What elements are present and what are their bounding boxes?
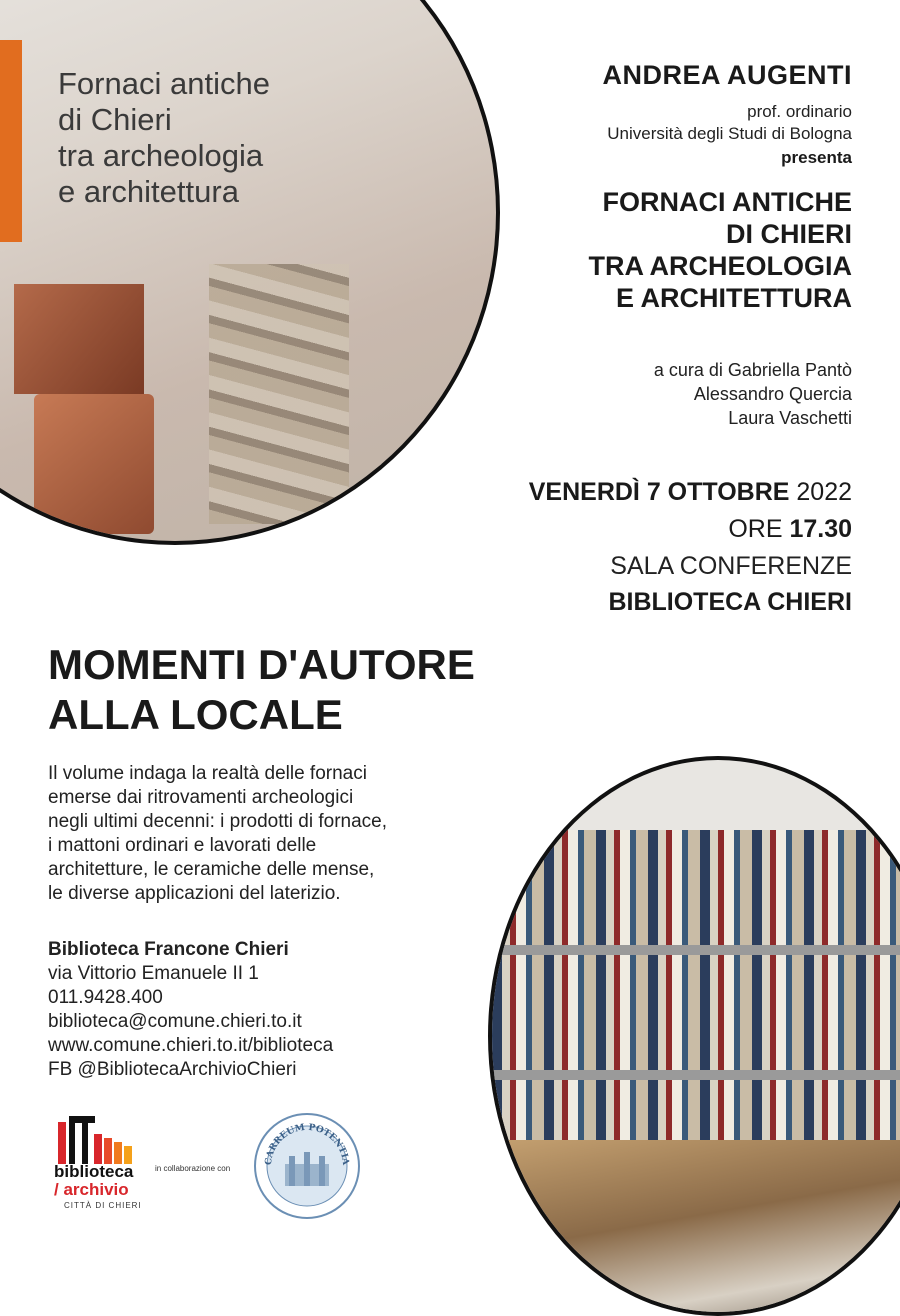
facebook-link[interactable]: FB @BibliotecaArchivioChieri [48,1059,297,1080]
shelf-board [492,1070,900,1080]
logo-text: / archivio [54,1180,129,1199]
cover-title-line: tra archeologia [58,138,264,173]
role-line: Università degli Studi di Bologna [607,124,852,143]
description-line: i mattoni ordinari e lavorati delle [48,835,317,856]
library-logo-icon [58,1112,138,1164]
event-year: 2022 [789,478,852,506]
presents-label: presenta [781,148,852,167]
description-line: architetture, le ceramiche delle mense, [48,859,375,880]
bookshelf-row [492,955,900,1075]
description [48,762,468,906]
bookshelf-row [492,830,900,950]
address: via Vittorio Emanuele II 1 [48,963,259,984]
cover-title [58,66,358,210]
event-date [529,478,852,507]
seal-text: CARREUM POTENTIA [263,1122,351,1166]
carreum-potentia-seal [253,1112,361,1220]
time-value: 17.30 [789,515,852,543]
accent-bar [0,40,22,242]
curator-line: Laura Vaschetti [728,408,852,428]
shelf-board [492,945,900,955]
description-line: Il volume indaga la realtà delle fornaci [48,763,367,784]
event-time [728,515,852,544]
logo-text: biblioteca [54,1162,134,1181]
table-books [492,1140,900,1316]
description-line: le diverse applicazioni del laterizio. [48,883,341,904]
email-link[interactable]: biblioteca@comune.chieri.to.it [48,1011,302,1032]
curators [654,358,852,430]
book-title [589,186,853,314]
stone-wall-image [209,264,349,524]
logo-subtext: CITTÀ DI CHIERI [64,1201,142,1210]
brick-image [34,394,154,534]
library-photo-circle [488,756,900,1316]
time-prefix: ORE [728,515,790,543]
curator-line: Alessandro Quercia [693,384,852,404]
cover-title-line: e architettura [58,174,239,209]
description-line: negli ultimi decenni: i prodotti di fornace, [48,811,388,832]
brick-image [14,284,144,394]
author-name: ANDREA AUGENTI [602,60,852,90]
series-line: MOMENTI D'AUTORE [48,641,475,688]
cover-title-line: di Chieri [58,102,172,137]
series-line: ALLA LOCALE [48,691,343,738]
phone: 011.9428.400 [48,987,163,1008]
description-line: emerse dai ritrovamenti archeologici [48,787,354,808]
book-title-line: TRA ARCHEOLOGIA [588,251,852,281]
author-role [607,101,852,145]
event-date-day: VENERDÌ 7 OTTOBRE [528,478,790,506]
series-title [48,640,475,740]
role-line: prof. ordinario [747,102,852,121]
venue-name: BIBLIOTECA CHIERI [608,588,852,616]
website-link[interactable]: www.comune.chieri.to.it/biblioteca [48,1035,334,1056]
venue-room: SALA CONFERENZE [610,552,852,580]
cover-title-line: Fornaci antiche [58,66,270,101]
org-name: Biblioteca Francone Chieri [48,939,289,960]
book-title-line: FORNACI ANTICHE [602,187,852,217]
book-title-line: E ARCHITETTURA [616,283,852,313]
contact-info [48,938,333,1082]
curator-line: a cura di Gabriella Pantò [653,360,852,380]
collaboration-label: in collaborazione con [155,1164,231,1173]
library-logo [54,1112,144,1212]
book-title-line: DI CHIERI [725,219,852,249]
